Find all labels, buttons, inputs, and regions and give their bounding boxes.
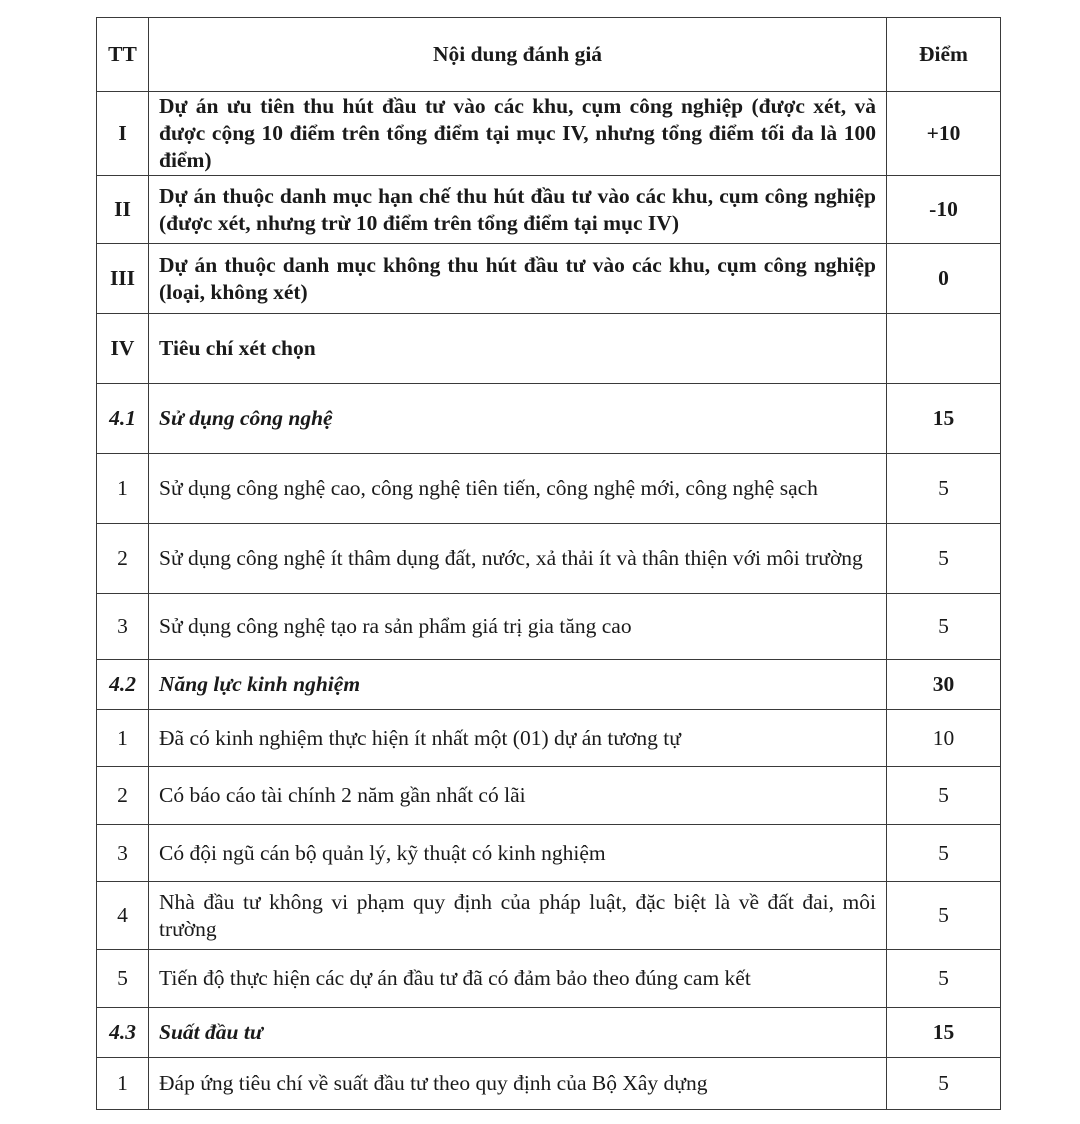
table-row xyxy=(97,524,1001,594)
row-content: Tiến độ thực hiện các dự án đầu tư đã có đảm bảo theo đúng cam kết xyxy=(149,950,887,1008)
section-row xyxy=(97,384,1001,454)
row-points: 5 xyxy=(887,524,1001,594)
row-points: +10 xyxy=(887,92,1001,176)
table-header-row xyxy=(97,18,1001,92)
row-tt: IV xyxy=(97,314,149,384)
row-tt: 4 xyxy=(97,882,149,950)
row-tt: 3 xyxy=(97,594,149,660)
row-points: 5 xyxy=(887,825,1001,882)
table-row xyxy=(97,176,1001,244)
header-points: Điểm xyxy=(887,18,1001,92)
row-points: 5 xyxy=(887,882,1001,950)
section-points: 15 xyxy=(887,1008,1001,1058)
row-tt: 2 xyxy=(97,524,149,594)
table-row xyxy=(97,710,1001,767)
row-content: Dự án ưu tiên thu hút đầu tư vào các khu, cụm công nghiệp (được xét, và được cộng 10 điểm trên tổng điểm tại mục IV, nhưng tổng điểm tối đa là 100 điểm) xyxy=(149,92,887,176)
section-points: 15 xyxy=(887,384,1001,454)
row-points: 5 xyxy=(887,454,1001,524)
row-tt: 3 xyxy=(97,825,149,882)
row-content: Có báo cáo tài chính 2 năm gần nhất có lãi xyxy=(149,767,887,825)
section-tt: 4.1 xyxy=(97,384,149,454)
table-row xyxy=(97,882,1001,950)
section-title: Suất đầu tư xyxy=(149,1008,887,1058)
row-points: 0 xyxy=(887,244,1001,314)
table-row xyxy=(97,92,1001,176)
row-tt: 5 xyxy=(97,950,149,1008)
row-points: 10 xyxy=(887,710,1001,767)
table-row xyxy=(97,767,1001,825)
table-row xyxy=(97,950,1001,1008)
row-content: Sử dụng công nghệ tạo ra sản phẩm giá trị gia tăng cao xyxy=(149,594,887,660)
row-content: Dự án thuộc danh mục hạn chế thu hút đầu tư vào các khu, cụm công nghiệp (được xét, nhưng trừ 10 điểm trên tổng điểm tại mục IV) xyxy=(149,176,887,244)
header-content: Nội dung đánh giá xyxy=(149,18,887,92)
header-tt: TT xyxy=(97,18,149,92)
section-title: Sử dụng công nghệ xyxy=(149,384,887,454)
section-tt: 4.2 xyxy=(97,660,149,710)
row-content: Đã có kinh nghiệm thực hiện ít nhất một (01) dự án tương tự xyxy=(149,710,887,767)
section-row xyxy=(97,660,1001,710)
section-title: Năng lực kinh nghiệm xyxy=(149,660,887,710)
evaluation-criteria-table xyxy=(96,17,1001,1110)
table-row xyxy=(97,594,1001,660)
row-tt: 1 xyxy=(97,710,149,767)
table-row xyxy=(97,314,1001,384)
row-content: Nhà đầu tư không vi phạm quy định của pháp luật, đặc biệt là về đất đai, môi trường xyxy=(149,882,887,950)
row-content: Sử dụng công nghệ cao, công nghệ tiên tiến, công nghệ mới, công nghệ sạch xyxy=(149,454,887,524)
table-row xyxy=(97,244,1001,314)
table-row xyxy=(97,454,1001,524)
table-row xyxy=(97,1058,1001,1110)
row-tt: I xyxy=(97,92,149,176)
row-points: 5 xyxy=(887,1058,1001,1110)
row-tt: 1 xyxy=(97,454,149,524)
section-tt: 4.3 xyxy=(97,1008,149,1058)
table-row xyxy=(97,825,1001,882)
row-points: -10 xyxy=(887,176,1001,244)
row-points: 5 xyxy=(887,767,1001,825)
row-tt: II xyxy=(97,176,149,244)
row-content: Dự án thuộc danh mục không thu hút đầu tư vào các khu, cụm công nghiệp (loại, không xét) xyxy=(149,244,887,314)
row-content: Đáp ứng tiêu chí về suất đầu tư theo quy định của Bộ Xây dựng xyxy=(149,1058,887,1110)
section-points: 30 xyxy=(887,660,1001,710)
row-points xyxy=(887,314,1001,384)
row-points: 5 xyxy=(887,594,1001,660)
row-content: Sử dụng công nghệ ít thâm dụng đất, nước, xả thải ít và thân thiện với môi trường xyxy=(149,524,887,594)
section-row xyxy=(97,1008,1001,1058)
row-tt: 2 xyxy=(97,767,149,825)
row-content: Có đội ngũ cán bộ quản lý, kỹ thuật có kinh nghiệm xyxy=(149,825,887,882)
row-content: Tiêu chí xét chọn xyxy=(149,314,887,384)
row-tt: 1 xyxy=(97,1058,149,1110)
row-points: 5 xyxy=(887,950,1001,1008)
row-tt: III xyxy=(97,244,149,314)
